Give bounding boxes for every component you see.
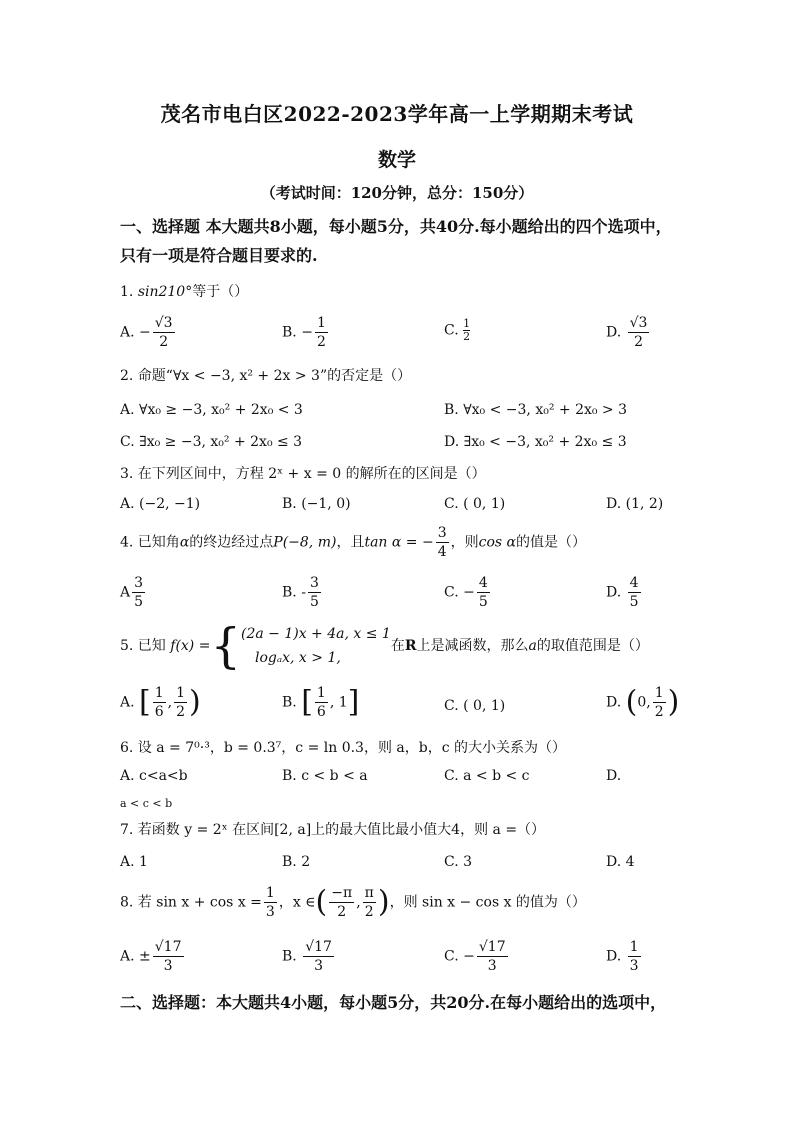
q5-stem: 的取值范围是（） bbox=[536, 638, 649, 654]
sign: − bbox=[301, 324, 313, 341]
cos-expression: cos α bbox=[478, 534, 516, 551]
q1-number: 1. bbox=[120, 284, 134, 300]
numerator: π bbox=[364, 885, 374, 901]
denominator: 6 bbox=[154, 704, 164, 720]
alpha-symbol: α bbox=[179, 534, 190, 551]
denominator: 4 bbox=[437, 544, 447, 560]
fraction bbox=[153, 938, 184, 975]
brace-symbol: { bbox=[210, 618, 241, 674]
denominator: 2 bbox=[159, 334, 169, 350]
q1-option-d bbox=[606, 314, 651, 351]
subject-title: 数学 bbox=[377, 149, 416, 171]
numerator: 1 bbox=[154, 685, 164, 701]
case-2: logₐx, x > 1, bbox=[255, 650, 341, 666]
case-1: (2a − 1)x + 4a, x ≤ 1 bbox=[241, 626, 391, 642]
denominator: 2 bbox=[176, 704, 186, 720]
q5-stem: 5. 已知 bbox=[120, 638, 166, 654]
q3-option-c: C. ( 0, 1) bbox=[444, 496, 506, 512]
question-6: 6. 设 a = 7⁰·³，b = 0.3⁷，c = ln 0.3，则 a，b，c 的大小关系为（） bbox=[120, 740, 567, 756]
denominator: 5 bbox=[478, 594, 488, 610]
sign: − bbox=[139, 324, 151, 341]
section-2-heading: 二、选择题：本大题共4小题，每小题5分，共20分.在每小题给出的选项中， bbox=[120, 993, 667, 1012]
option-label: C. bbox=[444, 584, 459, 601]
option-label: B. bbox=[282, 584, 297, 601]
function-f: f(x) = bbox=[170, 638, 211, 654]
q1-option-c bbox=[444, 318, 470, 343]
denominator: 3 bbox=[629, 958, 639, 974]
numerator: 4 bbox=[478, 575, 488, 591]
fraction bbox=[628, 938, 641, 975]
numerator: 1 bbox=[629, 939, 639, 955]
q4-stem: 的值是（） bbox=[516, 534, 586, 551]
q7-option-a: A. 1 bbox=[120, 854, 148, 870]
q8-option-d bbox=[606, 938, 643, 975]
q5-option-c bbox=[444, 696, 505, 716]
denominator: 2 bbox=[337, 904, 347, 920]
denominator: 2 bbox=[654, 704, 664, 720]
question-4 bbox=[120, 524, 586, 561]
question-5 bbox=[120, 618, 649, 674]
q1-stem: 等于（） bbox=[192, 284, 249, 300]
bracket: ) bbox=[667, 684, 680, 720]
real-set: R bbox=[404, 638, 417, 654]
q8-option-b bbox=[282, 938, 336, 975]
q6-option-a: A. c<a<b bbox=[120, 768, 188, 784]
denominator: 5 bbox=[629, 594, 639, 610]
point-p: P(−8, m) bbox=[273, 534, 337, 551]
numerator: 3 bbox=[134, 575, 144, 591]
denominator: 3 bbox=[314, 958, 324, 974]
numerator: 3 bbox=[437, 525, 447, 541]
bracket: ] bbox=[347, 684, 360, 720]
q4-option-c bbox=[444, 574, 492, 611]
bracket: ) bbox=[377, 884, 390, 920]
sign: − bbox=[463, 584, 475, 601]
q4-option-d bbox=[606, 574, 643, 611]
interval-start: 0, bbox=[637, 694, 651, 711]
q6-option-c: C. a < b < c bbox=[444, 768, 530, 784]
q5-option-b bbox=[282, 684, 359, 721]
numerator: √17 bbox=[154, 939, 182, 955]
fraction bbox=[308, 574, 321, 611]
bracket: ( bbox=[315, 884, 328, 920]
denominator: 2 bbox=[463, 330, 471, 343]
question-7: 7. 若函数 y = 2ˣ 在区间[2, a]上的最大值比最小值大4，则 a =（） bbox=[120, 822, 546, 838]
q4-stem: 的终边经过点 bbox=[189, 534, 274, 551]
q7-option-b: B. 2 bbox=[282, 854, 311, 870]
q3-option-a: A. (−2, −1) bbox=[120, 496, 201, 512]
fraction bbox=[436, 524, 449, 561]
tan-expression: tan α = − bbox=[364, 534, 434, 551]
numerator: √17 bbox=[305, 939, 332, 955]
q5-option-a: A. [ $\frac{1}{6}$ , $\frac{1}{2}$ ) bbox=[120, 684, 201, 720]
section-1-heading: 一、选择题 本大题共8小题，每小题5分，共40分.每小题给出的四个选项中，只有一项是符合题目要求的. bbox=[120, 217, 672, 265]
fraction bbox=[653, 684, 666, 721]
q6-option-b: B. c < b < a bbox=[282, 768, 368, 784]
bracket: ( bbox=[625, 684, 638, 720]
fraction bbox=[315, 314, 328, 351]
numerator: 1 bbox=[176, 685, 186, 701]
sign: ± bbox=[139, 948, 151, 965]
numerator: 1 bbox=[463, 317, 471, 330]
q4-stem: 4. 已知角 bbox=[120, 534, 180, 551]
q8-stem: ，x ∈ bbox=[278, 894, 316, 911]
numerator: 4 bbox=[629, 575, 639, 591]
fraction bbox=[153, 314, 175, 351]
option-label: B. bbox=[282, 948, 297, 965]
question-8: 8. 若 sin x + cos x = $\frac{1}{3}$ ，x ∈( $\frac{-\pi}{2}$ , $\frac{\pi}{2}$ )，则 sin x − cos x 的值为（） bbox=[120, 884, 586, 920]
denominator: 3 bbox=[163, 958, 173, 974]
exam-info: （考试时间：120分钟，总分：150分） bbox=[260, 184, 534, 202]
fraction bbox=[303, 938, 334, 975]
option-label: A. bbox=[120, 948, 135, 965]
piecewise-cases bbox=[241, 622, 391, 670]
bracket: ) bbox=[189, 684, 201, 720]
numerator: 1 bbox=[654, 685, 664, 701]
q2-option-a: A. ∀x₀ ≥ −3, x₀² + 2x₀ < 3 bbox=[120, 402, 303, 418]
denominator: 3 bbox=[487, 958, 497, 974]
q5-option-d bbox=[606, 684, 679, 721]
denominator: 2 bbox=[316, 334, 326, 350]
fraction bbox=[153, 684, 166, 721]
denominator: 5 bbox=[134, 594, 144, 610]
numerator: √17 bbox=[478, 939, 506, 955]
q7-option-c: C. 3 bbox=[444, 854, 473, 870]
q1-option-a bbox=[120, 314, 177, 351]
question-2: 2. 命题“∀x < −3, x² + 2x > 3”的否定是（） bbox=[120, 368, 412, 384]
numerator: 1 bbox=[265, 885, 275, 901]
option-label: A. bbox=[120, 324, 135, 341]
denominator: 2 bbox=[364, 904, 374, 920]
numerator: −π bbox=[331, 885, 353, 901]
interval-end: , 1 bbox=[329, 694, 348, 711]
q8-stem: ，则 sin x − cos x 的值为（） bbox=[389, 894, 586, 911]
bracket: [ bbox=[301, 684, 313, 720]
exam-title: 茂名市电白区2022-2023学年高一上学期期末考试 bbox=[160, 102, 634, 126]
option-label: C. bbox=[444, 698, 459, 714]
fraction bbox=[628, 314, 650, 351]
option-label: D. bbox=[606, 948, 622, 965]
q3-option-b: B. (−1, 0) bbox=[282, 496, 351, 512]
fraction bbox=[628, 574, 641, 611]
variable-a: a bbox=[528, 638, 537, 654]
q4-stem: ，且 bbox=[336, 534, 365, 551]
q4-option-a bbox=[120, 574, 147, 611]
bracket: [ bbox=[139, 684, 151, 720]
fraction bbox=[174, 684, 187, 721]
numerator: √3 bbox=[154, 315, 173, 331]
interval: ( 0, 1) bbox=[463, 698, 506, 714]
option-label: D. bbox=[606, 694, 622, 711]
q2-option-d: D. ∃x₀ < −3, x₀² + 2x₀ ≤ 3 bbox=[444, 434, 627, 450]
denominator: 2 bbox=[634, 334, 644, 350]
fraction bbox=[132, 574, 145, 611]
fraction bbox=[264, 884, 277, 921]
option-label: B. bbox=[282, 694, 297, 711]
q8-option-c bbox=[444, 938, 510, 975]
numerator: 1 bbox=[316, 685, 326, 701]
option-label: B. bbox=[282, 324, 297, 341]
option-label: A bbox=[120, 584, 131, 601]
fraction bbox=[329, 884, 354, 921]
q8-option-a bbox=[120, 938, 186, 975]
q1-option-b bbox=[282, 314, 330, 351]
q3-option-d: D. (1, 2) bbox=[606, 496, 664, 512]
option-label: D. bbox=[606, 324, 622, 341]
numerator: 1 bbox=[316, 315, 326, 331]
q6-option-d: D. bbox=[606, 768, 622, 784]
question-3: 3. 在下列区间中，方程 2ˣ + x = 0 的解所在的区间是（） bbox=[120, 466, 486, 482]
denominator: 3 bbox=[265, 904, 275, 920]
q5-stem: 上是减函数，那么 bbox=[416, 638, 529, 654]
sign: − bbox=[463, 948, 475, 965]
fraction bbox=[363, 884, 376, 921]
fraction bbox=[477, 938, 508, 975]
fraction bbox=[463, 318, 470, 343]
numerator: √3 bbox=[629, 315, 648, 331]
fraction bbox=[477, 574, 490, 611]
option-label: D. bbox=[606, 584, 622, 601]
q5-stem: 在 bbox=[390, 638, 405, 654]
q8-stem: 8. 若 sin x + cos x = bbox=[120, 894, 262, 911]
q1-expression: sin210° bbox=[137, 284, 193, 300]
question-1 bbox=[120, 282, 248, 302]
q4-stem: ，则 bbox=[450, 534, 479, 551]
option-label: C. bbox=[444, 948, 459, 965]
q7-option-d: D. 4 bbox=[606, 854, 635, 870]
denominator: 5 bbox=[309, 594, 319, 610]
q4-option-b bbox=[282, 574, 323, 611]
sign: - bbox=[301, 584, 306, 601]
denominator: 6 bbox=[316, 704, 326, 720]
option-label: A. bbox=[120, 694, 135, 711]
numerator: 3 bbox=[309, 575, 319, 591]
q6-option-d-value: a < c < b bbox=[120, 797, 173, 810]
q2-option-c: C. ∃x₀ ≥ −3, x₀² + 2x₀ ≤ 3 bbox=[120, 434, 303, 450]
option-label: C. bbox=[444, 322, 459, 339]
fraction bbox=[315, 684, 328, 721]
q2-option-b: B. ∀x₀ < −3, x₀² + 2x₀ > 3 bbox=[444, 402, 628, 418]
